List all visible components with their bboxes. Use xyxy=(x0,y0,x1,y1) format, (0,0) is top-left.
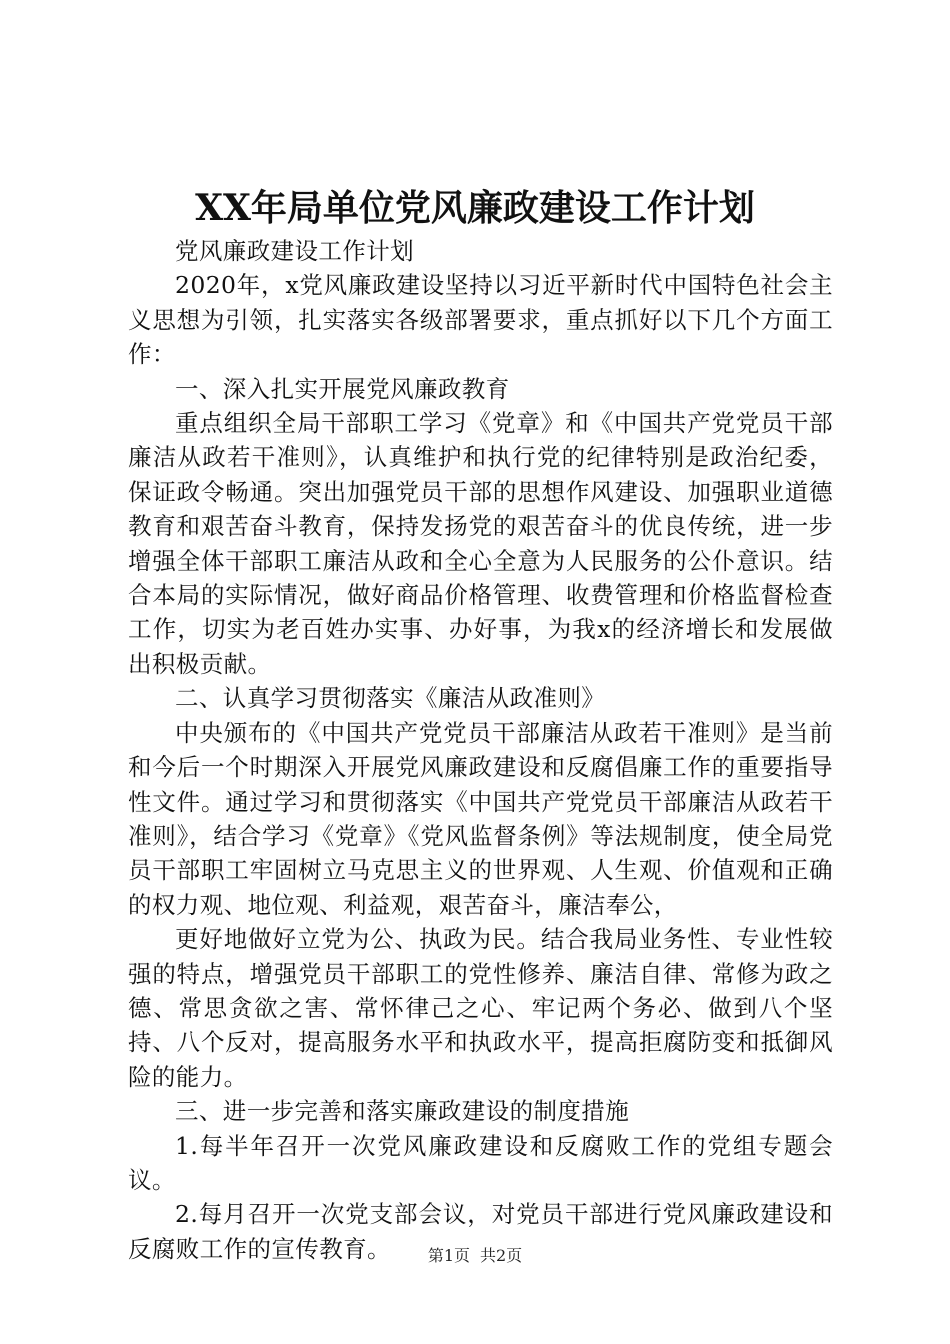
paragraph-intro: 2020年，x党风廉政建设坚持以习近平新时代中国特色社会主义思想为引领，扎实落实各级部署要求，重点抓好以下几个方面工作： xyxy=(128,271,833,369)
section-heading-3: 三、进一步完善和落实廉政建设的制度措施 xyxy=(175,1097,630,1126)
paragraph-section-1: 重点组织全局干部职工学习《党章》和《中国共产党党员干部廉洁从政若干准则》，认真维护和执行党的纪律特别是政治纪委，保证政令畅通。突出加强党员干部的思想作风建设、加强职业道德教育和艰苦奋斗教育，保持发扬党的艰苦奋斗的优良传统，进一步增强全体干部职工廉洁从政和全心全意为人民服务的公仆意识。结合本局的实际情况，做好商品价格管理、收费管理和价格监督检查工作，切实为老百姓办实事、办好事，为我x的经济增长和发展做出积极贡献。 xyxy=(128,409,833,678)
page-total: 共2页 xyxy=(480,1246,523,1265)
paragraph-section-2a: 中央颁布的《中国共产党党员干部廉洁从政若干准则》是当前和今后一个时期深入开展党风廉政建设和反腐倡廉工作的重要指导性文件。通过学习和贯彻落实《中国共产党党员干部廉洁从政若干准则》，结合学习《党章》《党风监督条例》等法规制度，使全局党员干部职工牢固树立马克思主义的世界观、人生观、价值观和正确的权力观、地位观、利益观，艰苦奋斗，廉洁奉公， xyxy=(128,718,833,919)
paragraph-subtitle: 党风廉政建设工作计划 xyxy=(175,237,414,265)
list-item-2: 2.每月召开一次党支部会议，对党员干部进行党风廉政建设和反腐败工作的宣传教育。 xyxy=(128,1200,833,1263)
page-footer xyxy=(0,1245,950,1267)
section-heading-2: 二、认真学习贯彻落实《廉洁从政准则》 xyxy=(175,684,606,713)
list-item-1: 1.每半年召开一次党风廉政建设和反腐败工作的党组专题会议。 xyxy=(128,1131,833,1194)
document-title: XX年局单位党风廉政建设工作计划 xyxy=(195,187,755,229)
page-number: 第1页 xyxy=(427,1246,470,1265)
paragraph-section-2b: 更好地做好立党为公、执政为民。结合我局业务性、专业性较强的特点，增强党员干部职工的党性修养、廉洁自律、常修为政之德、常思贪欲之害、常怀律己之心、牢记两个务必、做到八个坚持、八个反对，提高服务水平和执政水平，提高拒腐防变和抵御风险的能力。 xyxy=(128,925,833,1091)
document-body xyxy=(128,234,833,1266)
section-heading-1: 一、深入扎实开展党风廉政教育 xyxy=(175,374,510,403)
